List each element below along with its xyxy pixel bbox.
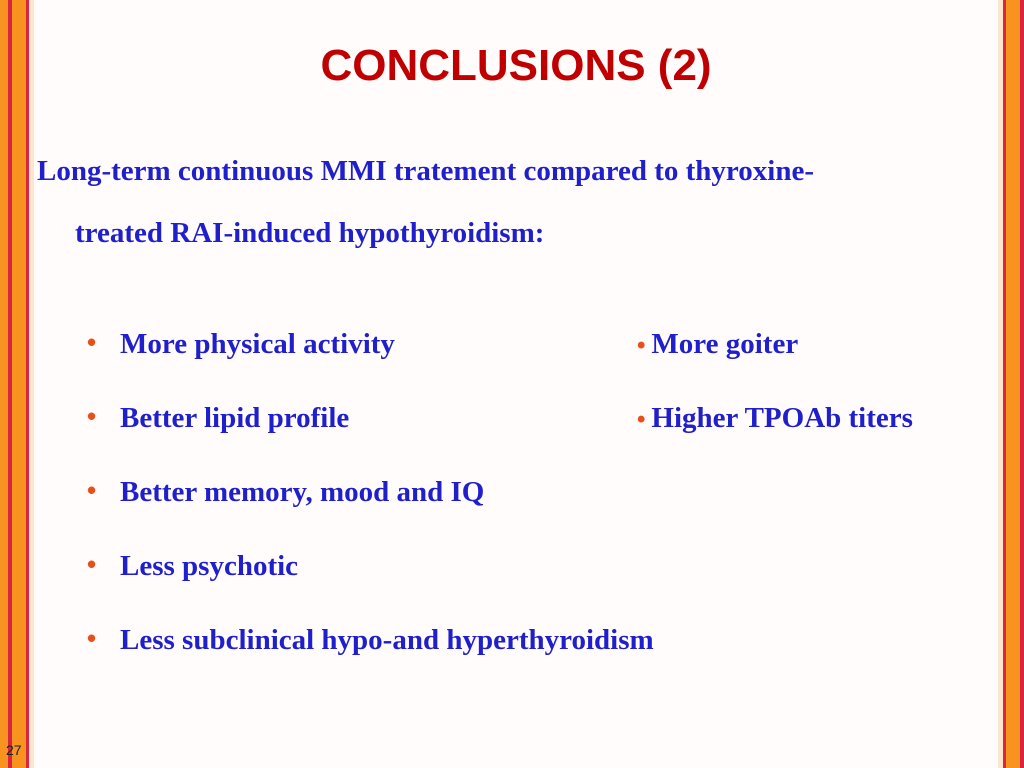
list-item: • More goiter — [637, 328, 799, 360]
bullet-icon: • — [87, 623, 97, 653]
bullet-icon: • — [637, 406, 646, 433]
right-border-orange — [1006, 0, 1020, 768]
left-border-orange-inner — [12, 0, 26, 768]
list-item: • Less psychotic — [87, 549, 299, 582]
left-border-orange — [0, 0, 8, 768]
list-item: • Less subclinical hypo-and hyperthyroidism — [87, 623, 654, 656]
slide-title: CONCLUSIONS (2) — [320, 41, 712, 90]
slide-number: 27 — [6, 742, 22, 758]
bullet-icon: • — [637, 332, 646, 359]
bullet-icon: • — [87, 549, 97, 579]
list-item: • Better memory, mood and IQ — [87, 475, 485, 508]
intro-line-1: Long-term continuous MMI tratement compared to thyroxine- — [37, 155, 814, 187]
bullet-icon: • — [87, 475, 97, 505]
list-item: • More physical activity — [87, 327, 395, 360]
right-border-red — [1020, 0, 1024, 768]
bullet-icon: • — [87, 401, 97, 431]
list-item: • Higher TPOAb titers — [637, 402, 913, 434]
intro-line-2: treated RAI-induced hypothyroidism: — [75, 217, 545, 249]
slide-content — [34, 0, 998, 768]
bullet-icon: • — [87, 327, 97, 357]
intro-text — [37, 140, 977, 264]
list-item: • Better lipid profile — [87, 401, 350, 434]
